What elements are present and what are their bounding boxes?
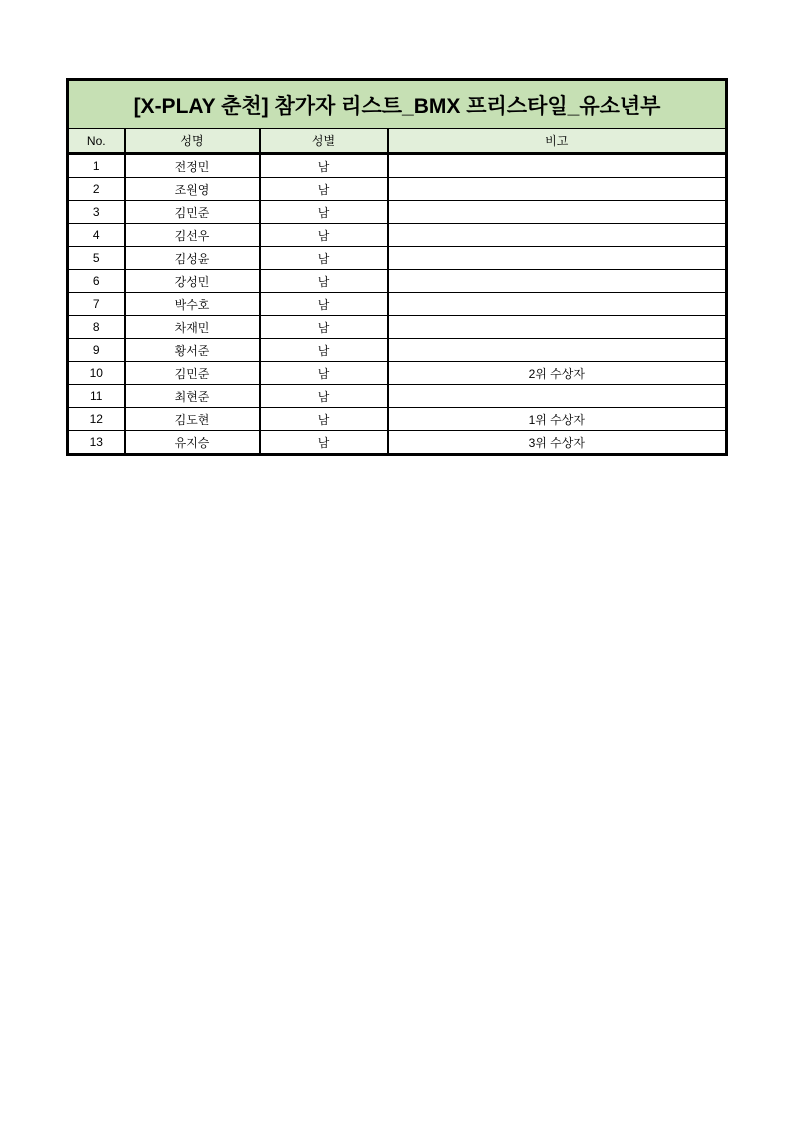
cell-note bbox=[388, 339, 727, 362]
cell-note bbox=[388, 316, 727, 339]
cell-gender: 남 bbox=[260, 362, 388, 385]
cell-no: 11 bbox=[68, 385, 125, 408]
cell-name: 김민준 bbox=[125, 201, 260, 224]
cell-name: 조원영 bbox=[125, 178, 260, 201]
table-row bbox=[68, 362, 727, 385]
cell-no: 13 bbox=[68, 431, 125, 455]
table-title: [X-PLAY 춘천] 참가자 리스트_BMX 프리스타일_유소년부 bbox=[68, 80, 727, 129]
cell-name: 황서준 bbox=[125, 339, 260, 362]
title-row bbox=[68, 80, 727, 129]
participant-table bbox=[66, 78, 728, 456]
column-header-gender: 성별 bbox=[260, 129, 388, 154]
cell-note bbox=[388, 293, 727, 316]
cell-gender: 남 bbox=[260, 408, 388, 431]
table-row bbox=[68, 408, 727, 431]
cell-note bbox=[388, 247, 727, 270]
cell-note bbox=[388, 224, 727, 247]
table-row bbox=[68, 293, 727, 316]
header-row bbox=[68, 129, 727, 154]
cell-note bbox=[388, 154, 727, 178]
table-row bbox=[68, 178, 727, 201]
cell-name: 김민준 bbox=[125, 362, 260, 385]
column-header-no: No. bbox=[68, 129, 125, 154]
table-row bbox=[68, 154, 727, 178]
cell-name: 강성민 bbox=[125, 270, 260, 293]
cell-no: 4 bbox=[68, 224, 125, 247]
column-header-name: 성명 bbox=[125, 129, 260, 154]
cell-gender: 남 bbox=[260, 293, 388, 316]
cell-note bbox=[388, 270, 727, 293]
cell-name: 최현준 bbox=[125, 385, 260, 408]
cell-note: 2위 수상자 bbox=[388, 362, 727, 385]
column-header-note: 비고 bbox=[388, 129, 727, 154]
cell-gender: 남 bbox=[260, 247, 388, 270]
cell-gender: 남 bbox=[260, 178, 388, 201]
table-row bbox=[68, 339, 727, 362]
cell-no: 5 bbox=[68, 247, 125, 270]
cell-name: 박수호 bbox=[125, 293, 260, 316]
cell-gender: 남 bbox=[260, 316, 388, 339]
cell-no: 6 bbox=[68, 270, 125, 293]
cell-gender: 남 bbox=[260, 224, 388, 247]
table-row bbox=[68, 247, 727, 270]
cell-name: 김선우 bbox=[125, 224, 260, 247]
table-row bbox=[68, 431, 727, 455]
table-row bbox=[68, 316, 727, 339]
cell-no: 2 bbox=[68, 178, 125, 201]
cell-no: 3 bbox=[68, 201, 125, 224]
cell-no: 1 bbox=[68, 154, 125, 178]
table-row bbox=[68, 270, 727, 293]
cell-no: 7 bbox=[68, 293, 125, 316]
cell-gender: 남 bbox=[260, 201, 388, 224]
cell-name: 김도현 bbox=[125, 408, 260, 431]
cell-gender: 남 bbox=[260, 154, 388, 178]
cell-note: 3위 수상자 bbox=[388, 431, 727, 455]
cell-note bbox=[388, 178, 727, 201]
cell-name: 유지승 bbox=[125, 431, 260, 455]
table-row bbox=[68, 201, 727, 224]
cell-name: 전정민 bbox=[125, 154, 260, 178]
cell-note: 1위 수상자 bbox=[388, 408, 727, 431]
cell-no: 10 bbox=[68, 362, 125, 385]
cell-note bbox=[388, 385, 727, 408]
cell-gender: 남 bbox=[260, 385, 388, 408]
cell-name: 김성윤 bbox=[125, 247, 260, 270]
cell-gender: 남 bbox=[260, 270, 388, 293]
cell-no: 9 bbox=[68, 339, 125, 362]
cell-gender: 남 bbox=[260, 339, 388, 362]
cell-note bbox=[388, 201, 727, 224]
cell-gender: 남 bbox=[260, 431, 388, 455]
table-row bbox=[68, 385, 727, 408]
cell-name: 차재민 bbox=[125, 316, 260, 339]
cell-no: 12 bbox=[68, 408, 125, 431]
table-row bbox=[68, 224, 727, 247]
cell-no: 8 bbox=[68, 316, 125, 339]
